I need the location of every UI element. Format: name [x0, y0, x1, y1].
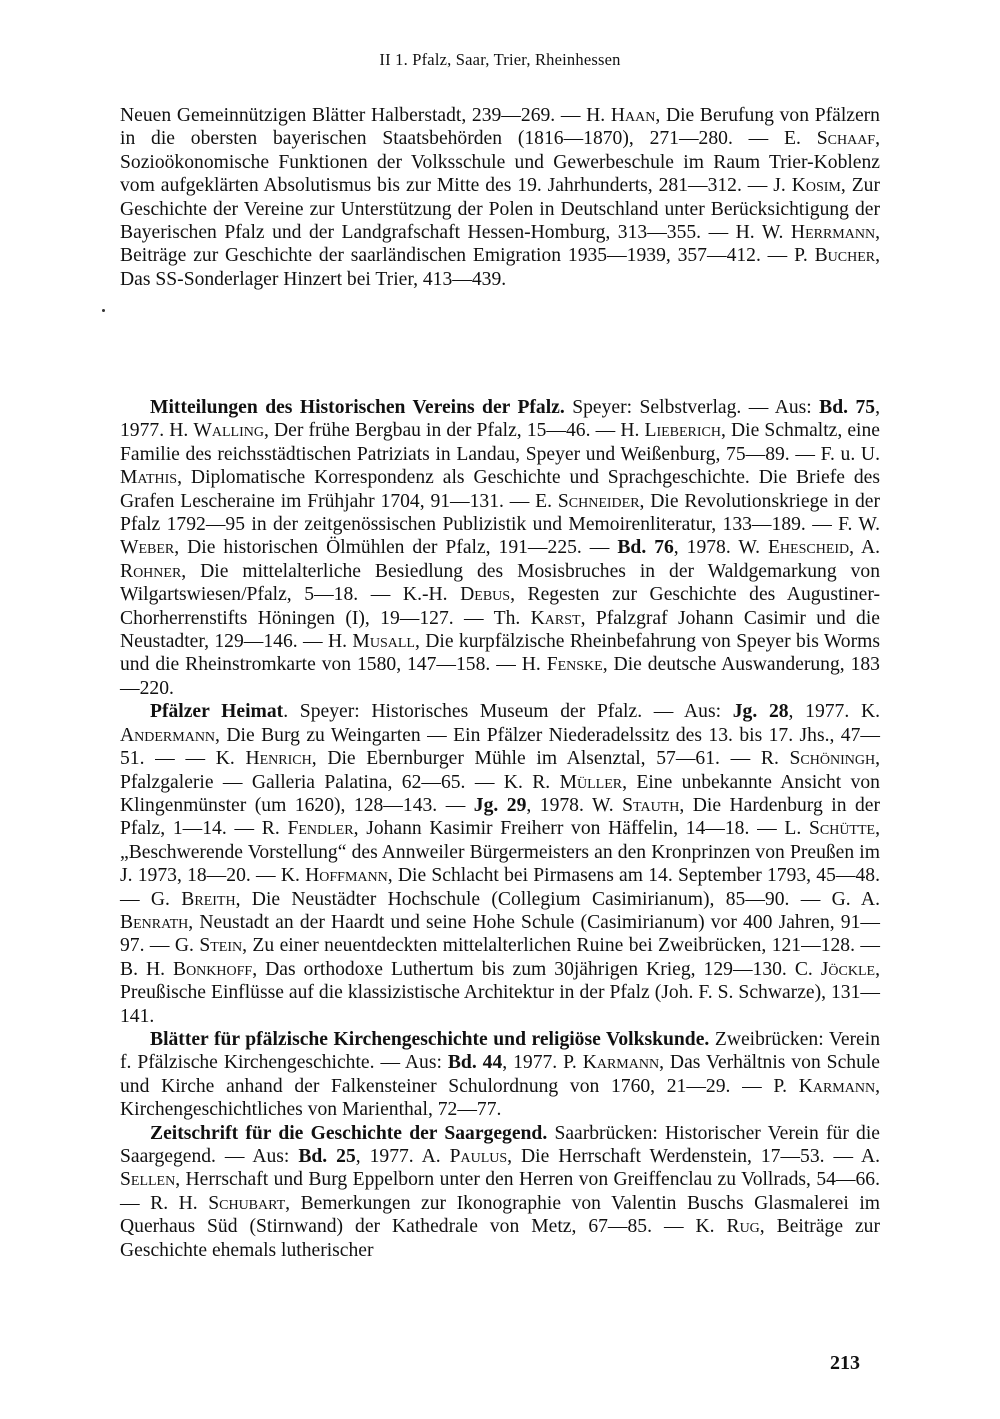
bold-title: Mitteilungen des Historischen Vereins der Pfalz.: [150, 397, 565, 418]
entry-text: Saarbrücken: Historischer Verein für die Saargegend. — Aus:: [120, 1122, 880, 1167]
entry-text: , Zur Geschichte der Vereine zur Unterstützung der Polen in Deutschland unter Berücksichtigung der Bayerischen Pfalz und der Landgrafschaft Hessen-Homburg, 313—355. — H. W.: [120, 175, 880, 244]
bold-title: Blätter für pfälzische Kirchengeschichte und religiöse Volkskunde.: [150, 1028, 710, 1050]
page-number: 213: [830, 1352, 860, 1374]
bold-title: 75: [855, 397, 876, 418]
entry-text: , Die Ebernburger Mühle im Alsenztal, 57—61. — R.: [311, 748, 790, 770]
entry-text: , Preußische Einflüsse auf die klassizistische Architektur in der Pfalz (Joh. F. S. Schwarze), 131—141.: [120, 958, 880, 1027]
author-name: Haan: [610, 105, 656, 126]
entry-text: , Johann Kasimir Freiherr von Häffelin, 14—18. — L.: [353, 818, 809, 840]
entry-text: , 1977. A.: [355, 1146, 450, 1167]
entry-text: , 1977. P.: [502, 1052, 583, 1074]
entry-text: , Zu einer neuentdeckten mittelalterlichen Ruine bei Zweibrücken, 121—128. — B. H.: [120, 935, 880, 980]
bold-title: Jg. 29: [473, 794, 527, 816]
entry-text: , 1978. W.: [526, 794, 623, 816]
continuation-paragraph: [120, 104, 880, 291]
author-name: Fendler: [287, 818, 354, 840]
entry-text: , Der frühe Bergbau in der Pfalz, 15—46. — H.: [263, 420, 645, 442]
margin-mark: [102, 309, 105, 312]
running-header: II 1. Pfalz, Saar, Trier, Rheinhessen: [379, 50, 621, 69]
entry-text: , Das Verhältnis von Schule und Kirche anhand der Falkensteiner Schulordnung von 1760, 21—29. — P.: [120, 1052, 881, 1097]
entry-text: , Regesten zur Geschichte des Augustiner-Chorherrenstifts Höningen (I), 19—127. — Th.: [120, 584, 880, 629]
entry-text: , Die kurpfälzische Rheinbefahrung von Speyer bis Worms und die Rheinstromkarte von 1580, 147—158. — H.: [120, 631, 880, 676]
bold-title: Bd. 44: [447, 1052, 503, 1074]
author-name: Bucher: [814, 245, 876, 267]
author-name: Paulus: [449, 1146, 508, 1167]
entry-text: , Die Revolutionskriege in der Pfalz 1792—95 in der zeitgenössischen Publizistik und Memoirenliteratur, 133—189. — F. W.: [120, 490, 880, 536]
entry-text: , Herrschaft und Burg Eppelborn unter den Herren von Greiffenclau zu Vollrads, 54—66. — R. H.: [120, 1169, 880, 1214]
journal-entry-saargegend: [120, 1122, 880, 1262]
author-name: Breith: [181, 888, 236, 910]
author-name: Stein: [199, 935, 243, 957]
entry-text: , Die Burg zu Weingarten — Ein Pfälzer Niederadelssitz des 13. bis 17. Jhs., 47—51. — — K.: [120, 724, 880, 770]
author-name: Müller: [559, 771, 623, 793]
entry-text: , Die Hardenburg in der Pfalz, 1—14. — R.: [120, 794, 881, 840]
continuation-text: [120, 104, 880, 291]
entry-text: , Neustadt an der Haardt und seine Hohe Schule (Casimirianum) vor 400 Jahren, 91—97. — G.: [120, 911, 880, 957]
entry-text: , 1978. W.: [673, 537, 768, 559]
entry-text: , Kirchengeschichtliches von Marienthal, 72—77.: [120, 1075, 880, 1121]
author-name: Fenske: [546, 654, 603, 676]
entry-text: , Die Herrschaft Werdenstein, 17—53. — A.: [507, 1146, 880, 1167]
author-name: Schütte: [808, 818, 876, 840]
author-name: Bonkhoff: [173, 958, 253, 980]
author-name: Andermann: [120, 724, 216, 746]
entry-text: Neuen Gemeinnützigen Blätter Halberstadt, 239—269. — H.: [120, 105, 611, 126]
author-name: Mathis: [120, 467, 178, 489]
entry-text: , Die mittelalterliche Besiedlung des Mosisbruches in der Waldgemarkung von Wilgartswiesen/Pfalz, 5—18. — K.-H.: [120, 560, 880, 606]
entry-text: , Die Schlacht bei Pirmasens am 14. September 1793, 45—48. — G.: [120, 865, 880, 910]
author-name: Weber: [120, 537, 175, 559]
author-name: Benrath: [120, 911, 189, 933]
author-name: Karmann: [798, 1075, 876, 1097]
entry-text: , Diplomatische Korrespondenz als Geschichte und Sprachgeschichte. Die Briefe des Grafen Lescheraine im Frühjahr 1704, 91—131. — E.: [120, 467, 880, 512]
author-name: Karmann: [582, 1052, 660, 1074]
entry-text: , Sozioökonomische Funktionen der Volksschule und Gewerbeschule im Raum Trier-Koblenz vom aufgeklärten Absolutismus bis zur Mitte des 19. Jahrhunderts, 281—312. — J.: [120, 128, 880, 197]
entry-text: , Die Schmaltz, eine Familie des reichsstädtischen Patriziats in Landau, Speyer und Weißenburg, 75—89. — F. u. U.: [120, 420, 880, 465]
entry-text: , 1977. K.: [788, 701, 880, 723]
author-name: Rohner: [120, 560, 182, 582]
author-name: Ehescheid: [767, 537, 850, 559]
entry-text: , 1977. H.: [120, 397, 880, 442]
bold-title: Zeitschrift für die Geschichte der Saargegend.: [150, 1122, 548, 1144]
journal-entry-kirchengeschichte: [120, 1028, 880, 1122]
author-name: Schöningh: [789, 748, 876, 770]
author-name: Jöckle: [820, 958, 876, 980]
entry-text: Zweibrücken: Verein f. Pfälzische Kirchengeschichte. — Aus:: [120, 1028, 880, 1074]
author-name: Rug: [726, 1216, 760, 1238]
entry-text: , Beiträge zur Geschichte ehemals lutherischer: [120, 1216, 880, 1261]
entry-text: , Pfalzgraf Johann Casimir und die Neustadter, 129—146. — H.: [120, 607, 880, 653]
author-name: Stauth: [622, 794, 680, 816]
entry-text: , Die deutsche Auswanderung, 183—220.: [120, 654, 880, 699]
bold-title: Bd.: [819, 397, 849, 418]
entry-text: , „Beschwerende Vorstellung“ des Annweiler Bürgermeisters an den Kronprinzen von Preußen im J. 1973, 18—20. — K.: [120, 818, 880, 887]
entry-text: , Die historischen Ölmühlen der Pfalz, 191—225. —: [174, 537, 618, 559]
author-name: Musall: [352, 631, 415, 653]
bold-title: Pfälzer Heimat: [150, 701, 284, 723]
entry-text: , Beiträge zur Geschichte der saarländischen Emigration 1935—1939, 357—412. — P.: [120, 222, 880, 267]
entry-text: , Das SS-Sonderlager Hinzert bei Trier, 413—439.: [120, 245, 880, 290]
entry-text: , Die Neustädter Hochschule (Collegium Casimirianum), 85—90. — G. A.: [235, 888, 880, 910]
entry-text: . Speyer: Historisches Museum der Pfalz. — Aus:: [283, 701, 733, 723]
author-name: Herrmann: [790, 222, 876, 244]
author-name: Schneider: [557, 490, 640, 512]
author-name: Schubart: [208, 1192, 286, 1214]
author-name: Sellen: [120, 1169, 176, 1191]
entry-text: [848, 397, 855, 418]
bold-title: Bd. 76: [617, 537, 674, 559]
entry-text: , Die Berufung von Pfälzern in die obersten bayerischen Staatsbehörden (1816—1870), 271—280. — E.: [120, 105, 880, 150]
journal-entry-pfaelzer-heimat: [120, 700, 880, 1028]
author-name: Schaaf: [816, 128, 876, 150]
bold-title: Jg. 28: [732, 701, 789, 723]
entry-text: , A.: [849, 537, 880, 559]
author-name: Hoffmann: [305, 865, 388, 887]
entry-text: , Pfalzgalerie — Galleria Palatina, 62—65. — K. R.: [120, 748, 880, 793]
author-name: Henrich: [245, 748, 312, 770]
author-name: Karst: [530, 607, 581, 629]
author-name: Kosim: [791, 175, 841, 197]
bold-title: Bd. 25: [298, 1146, 356, 1167]
entry-text: , Das orthodoxe Luthertum bis zum 30jährigen Krieg, 129—130. C.: [252, 958, 821, 980]
journal-entry-mitteilungen: [120, 396, 880, 700]
entry-text: , Bemerkungen zur Ikonographie von Valentin Buschs Glasmalerei im Querhaus Süd (Stirnwand) der Kathedrale von Metz, 67—85. — K.: [120, 1192, 881, 1238]
entry-text: Speyer: Selbstverlag. — Aus:: [564, 397, 820, 418]
author-name: Debus: [460, 584, 511, 606]
author-name: Walling: [193, 420, 264, 442]
entry-text: , Eine unbekannte Ansicht von Klingenmünster (um 1620), 128—143. —: [120, 771, 880, 816]
journal-entries: [120, 396, 880, 1262]
author-name: Lieberich: [644, 420, 722, 442]
